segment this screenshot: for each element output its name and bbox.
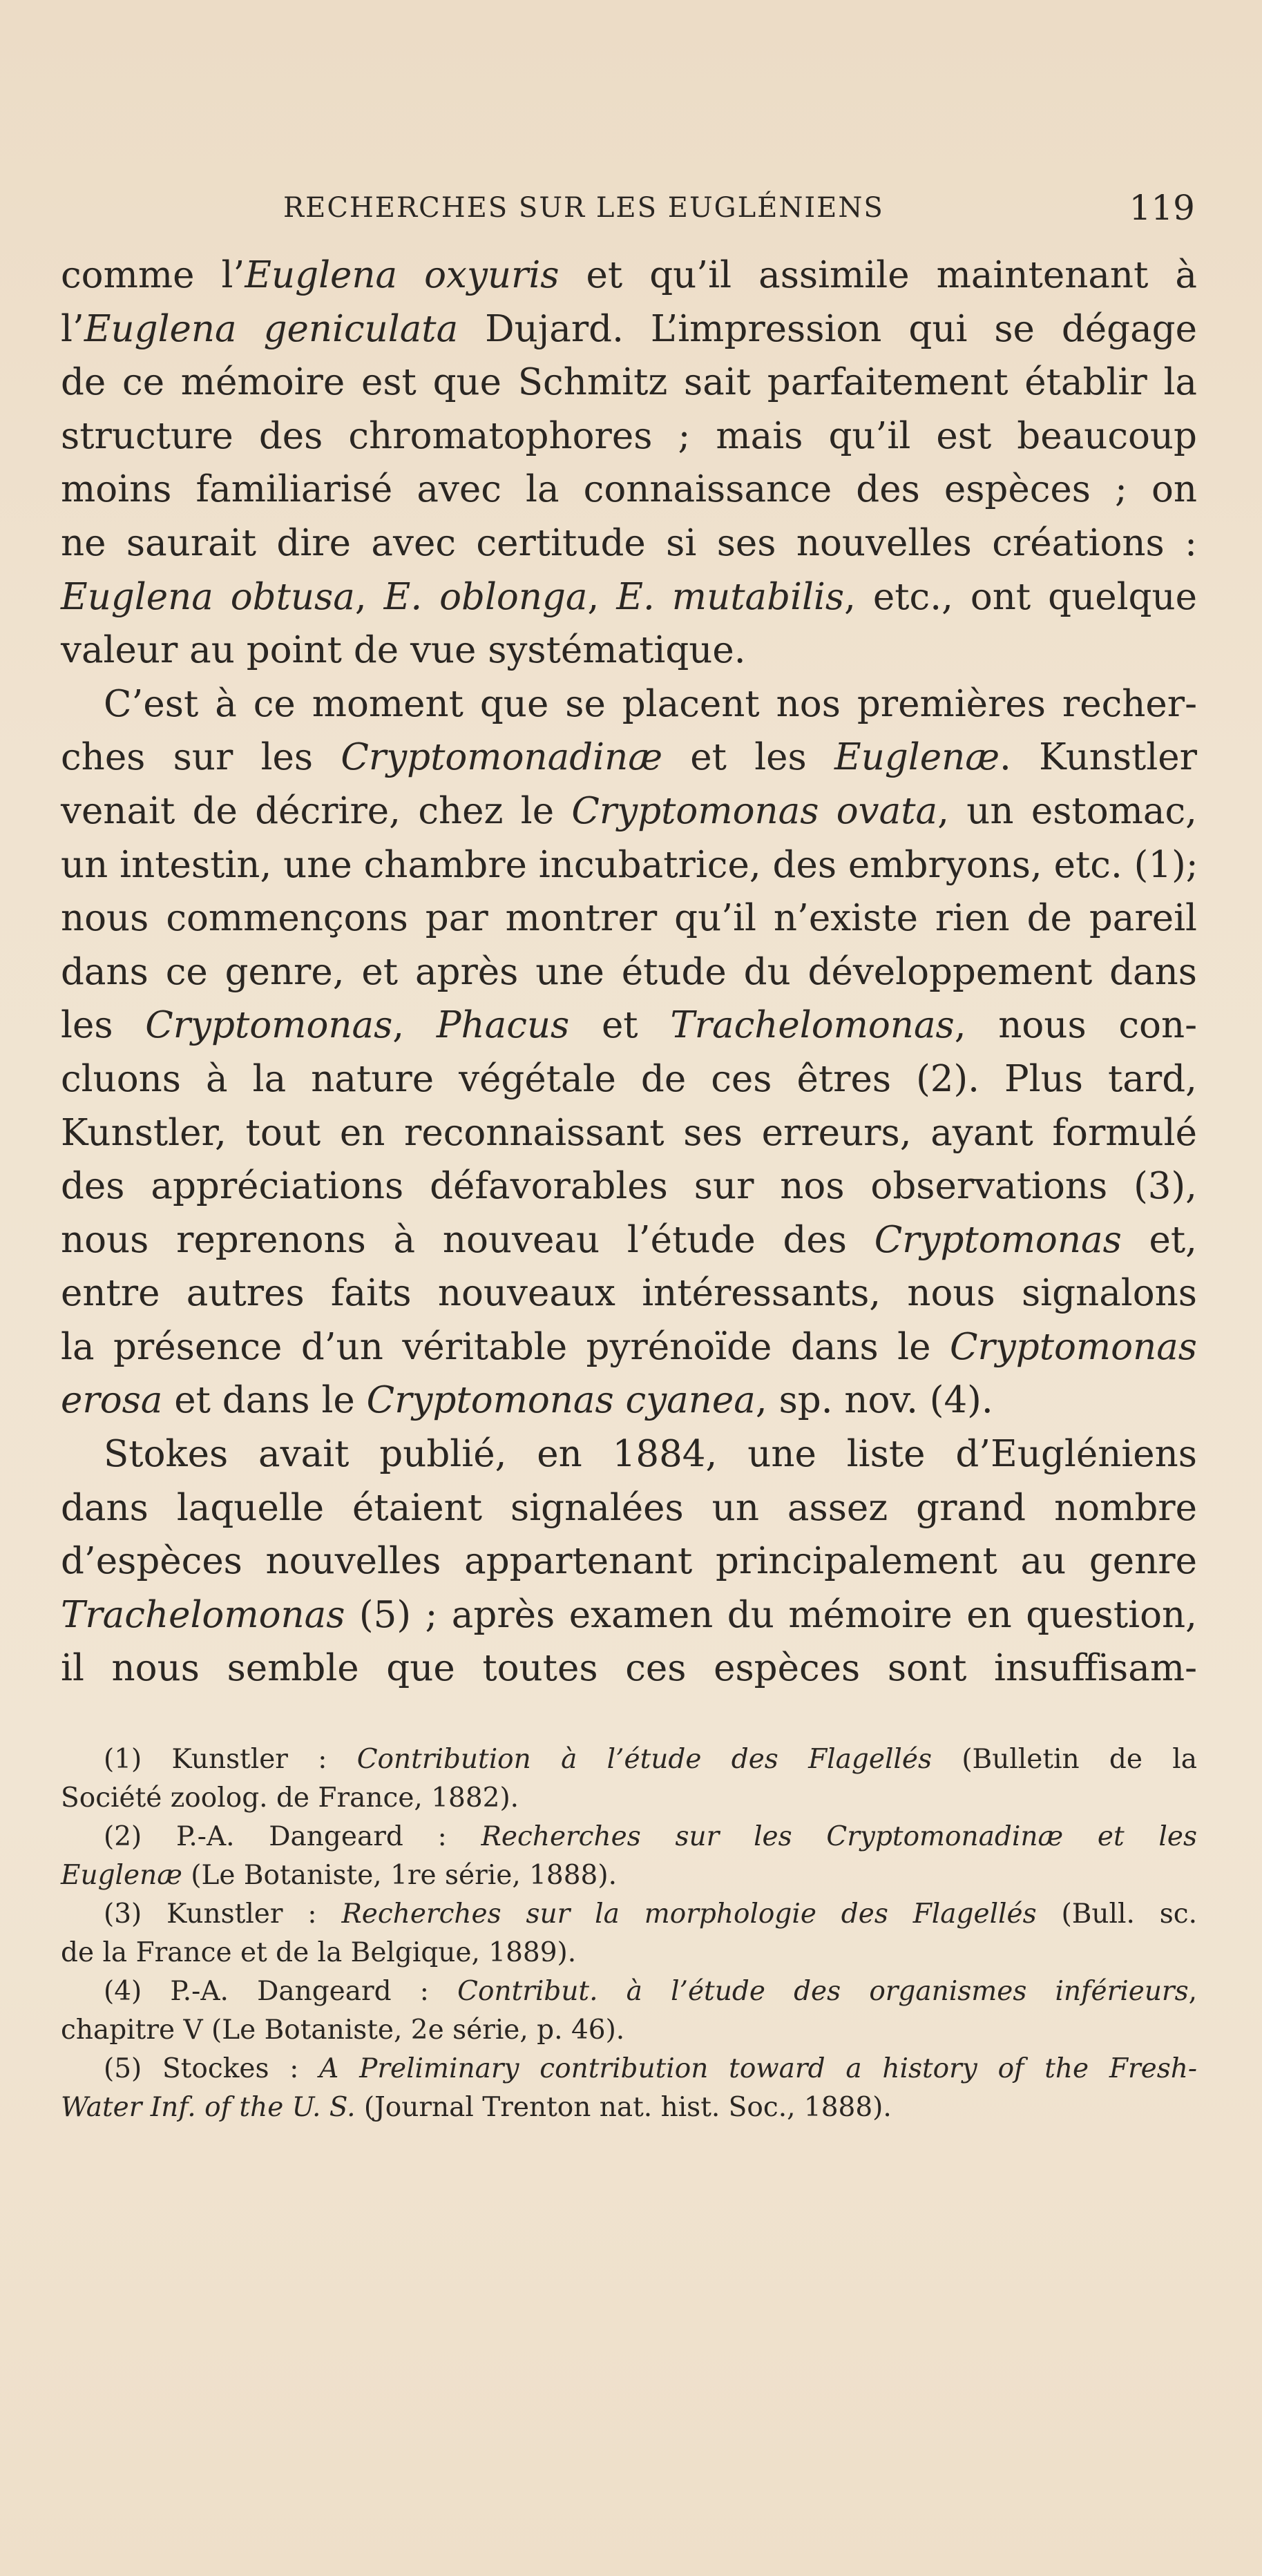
body-line — [61, 1642, 1197, 1695]
footnote-line — [61, 1856, 1197, 1895]
italic-text: Euglena obtusa — [61, 575, 355, 618]
text-run: (5) ; après examen du mémoire en question, — [345, 1593, 1197, 1636]
text-run: , — [587, 575, 617, 618]
text-run: (2) P.-A. Dangeard : — [104, 1821, 481, 1852]
italic-text: Cryptomonas ovata — [571, 789, 938, 832]
footnote-line — [61, 2050, 1197, 2088]
italic-text: Trachelomonas — [61, 1593, 345, 1636]
text-run: et dans le — [162, 1379, 367, 1422]
body-line — [61, 624, 1197, 677]
italic-text: Cryptomonas — [874, 1218, 1122, 1261]
text-run: cluons à la nature végétale de ces êtres (2). Plus tard, — [61, 1057, 1197, 1100]
text-run: les — [61, 1004, 146, 1047]
text-run: comme l’ — [61, 254, 245, 296]
italic-text: Recherches sur les Cryptomonadinæ et les — [481, 1821, 1197, 1852]
italic-text: Euglenæ — [834, 736, 1000, 779]
body-line — [61, 1320, 1197, 1374]
italic-text: Cryptomonas — [145, 1004, 393, 1047]
text-run: l’ — [61, 307, 84, 350]
text-run: structure des chromatophores ; mais qu’il est beaucoup — [61, 414, 1197, 457]
text-run: , nous con- — [954, 1004, 1197, 1047]
text-run: Société zoolog. de France, 1882). — [61, 1782, 519, 1814]
text-run: des appréciations défavorables sur nos observations (3), — [61, 1165, 1197, 1208]
italic-text: Euglena geniculata — [84, 307, 459, 350]
text-run: moins familiarisé avec la connaissance des espèces ; on — [61, 468, 1197, 511]
italic-text: Cryptomonadinæ — [341, 736, 663, 779]
body-line — [61, 463, 1197, 517]
footnote-line — [61, 2011, 1197, 2050]
body-line — [61, 570, 1197, 624]
body-line — [61, 517, 1197, 570]
text-run: dans ce genre, et après une étude du développement dans — [61, 950, 1197, 993]
text-run: ches sur les — [61, 736, 341, 779]
text-run: C’est à ce moment que se placent nos premières recher- — [104, 682, 1197, 725]
page-header — [283, 188, 1195, 233]
text-run: valeur au point de vue systématique. — [61, 629, 746, 672]
text-run: (Le Botaniste, 1re série, 1888). — [182, 1860, 617, 1891]
text-run: (Bull. sc. — [1036, 1899, 1197, 1930]
text-run: , — [354, 575, 384, 618]
body-line — [61, 249, 1197, 302]
italic-text: erosa — [61, 1379, 163, 1422]
text-run: il nous semble que toutes ces espèces sont insuffisam- — [61, 1647, 1197, 1690]
text-run: (Journal Trenton nat. hist. Soc., 1888). — [355, 2092, 892, 2123]
text-run: Stokes avait publié, en 1884, une liste d’Eugléniens — [104, 1433, 1197, 1476]
body-line — [61, 945, 1197, 999]
italic-text: Cryptomonas cyanea — [366, 1379, 756, 1422]
body-line — [61, 356, 1197, 410]
footnote-line — [61, 1972, 1197, 2011]
text-run: Dujard. L’impression qui se dégage — [458, 307, 1197, 350]
body-line — [61, 1052, 1197, 1106]
text-run: ne saurait dire avec certitude si ses nouvelles créations : — [61, 521, 1197, 564]
body-line — [61, 1374, 1197, 1428]
italic-text: Euglena oxyuris — [245, 254, 560, 296]
italic-text: Recherches sur la morphologie des Flagellés — [341, 1899, 1037, 1930]
footnote-line — [61, 1895, 1197, 1934]
footnotes — [61, 1740, 1197, 2127]
text-run: (Bulletin de la — [932, 1744, 1197, 1775]
italic-text: Phacus — [436, 1004, 570, 1047]
text-run: la présence d’un véritable pyrénoïde dans le — [61, 1325, 950, 1368]
page-number: 119 — [1129, 188, 1195, 228]
text-run: , — [1188, 1976, 1197, 2007]
italic-text: Trachelomonas — [670, 1004, 955, 1047]
body-line — [61, 892, 1197, 945]
body-line — [61, 410, 1197, 463]
text-run: , sp. nov. (4). — [755, 1379, 993, 1422]
italic-text: E. mutabilis — [616, 575, 845, 618]
italic-text: Cryptomonas — [949, 1325, 1197, 1368]
text-run: de ce mémoire est que Schmitz sait parfaitement établir la — [61, 361, 1197, 404]
italic-text: Contribution à l’étude des Flagellés — [356, 1744, 932, 1775]
body-line — [61, 1267, 1197, 1320]
text-run: (1) Kunstler : — [104, 1744, 357, 1775]
text-run: , — [392, 1004, 437, 1047]
footnote-line — [61, 1818, 1197, 1856]
text-run: entre autres faits nouveaux intéressants, nous signalons — [61, 1272, 1197, 1315]
text-run: chapitre V (Le Botaniste, 2e série, p. 46). — [61, 2015, 625, 2046]
italic-text: A Preliminary contribution toward a history of the Fresh- — [319, 2053, 1198, 2084]
text-run: nous commençons par montrer qu’il n’existe rien de pareil — [61, 897, 1197, 940]
body-line — [61, 1428, 1197, 1481]
body-line — [61, 677, 1197, 731]
text-run: un intestin, une chambre incubatrice, des embryons, etc. (1); — [61, 843, 1198, 886]
text-run: . Kunstler — [1000, 736, 1197, 779]
body-line — [61, 1160, 1197, 1213]
italic-text: Water Inf. of the U. S. — [61, 2092, 356, 2123]
body-line — [61, 1106, 1197, 1160]
body-line — [61, 838, 1197, 892]
footnote-line — [61, 2088, 1197, 2127]
italic-text: E. oblonga — [383, 575, 588, 618]
text-run: dans laquelle étaient signalées un assez grand nombre — [61, 1486, 1197, 1529]
body-line — [61, 785, 1197, 838]
running-head: RECHERCHES SUR LES EUGLÉNIENS — [283, 192, 884, 224]
text-run: (4) P.-A. Dangeard : — [104, 1976, 458, 2007]
text-run: et les — [662, 736, 834, 779]
body-line — [61, 1481, 1197, 1535]
text-run: nous reprenons à nouveau l’étude des — [61, 1218, 874, 1261]
text-run: et qu’il assimile maintenant à — [559, 254, 1197, 296]
footnote-line — [61, 1934, 1197, 1972]
body-line — [61, 1213, 1197, 1267]
body-line — [61, 302, 1197, 356]
text-run: , etc., ont quelque — [844, 575, 1197, 618]
text-run: (3) Kunstler : — [104, 1899, 342, 1930]
text-run: et, — [1121, 1218, 1198, 1261]
footnote-line — [61, 1740, 1197, 1779]
footnote-line — [61, 1779, 1197, 1818]
text-run: et — [569, 1004, 671, 1047]
body-line — [61, 731, 1197, 785]
text-run: de la France et de la Belgique, 1889). — [61, 1937, 577, 1968]
body-line — [61, 1535, 1197, 1588]
text-run: venait de décrire, chez le — [61, 789, 572, 832]
body-line — [61, 999, 1197, 1052]
text-run: Kunstler, tout en reconnaissant ses erreurs, ayant formulé — [61, 1111, 1197, 1154]
text-run: , un estomac, — [937, 789, 1197, 832]
text-run: d’espèces nouvelles appartenant principalement au genre — [61, 1540, 1197, 1583]
italic-text: Contribut. à l’étude des organismes inférieurs — [457, 1976, 1189, 2007]
body-text — [61, 249, 1197, 1695]
italic-text: Euglenæ — [61, 1860, 182, 1891]
text-run: (5) Stockes : — [104, 2053, 320, 2084]
body-line — [61, 1588, 1197, 1642]
